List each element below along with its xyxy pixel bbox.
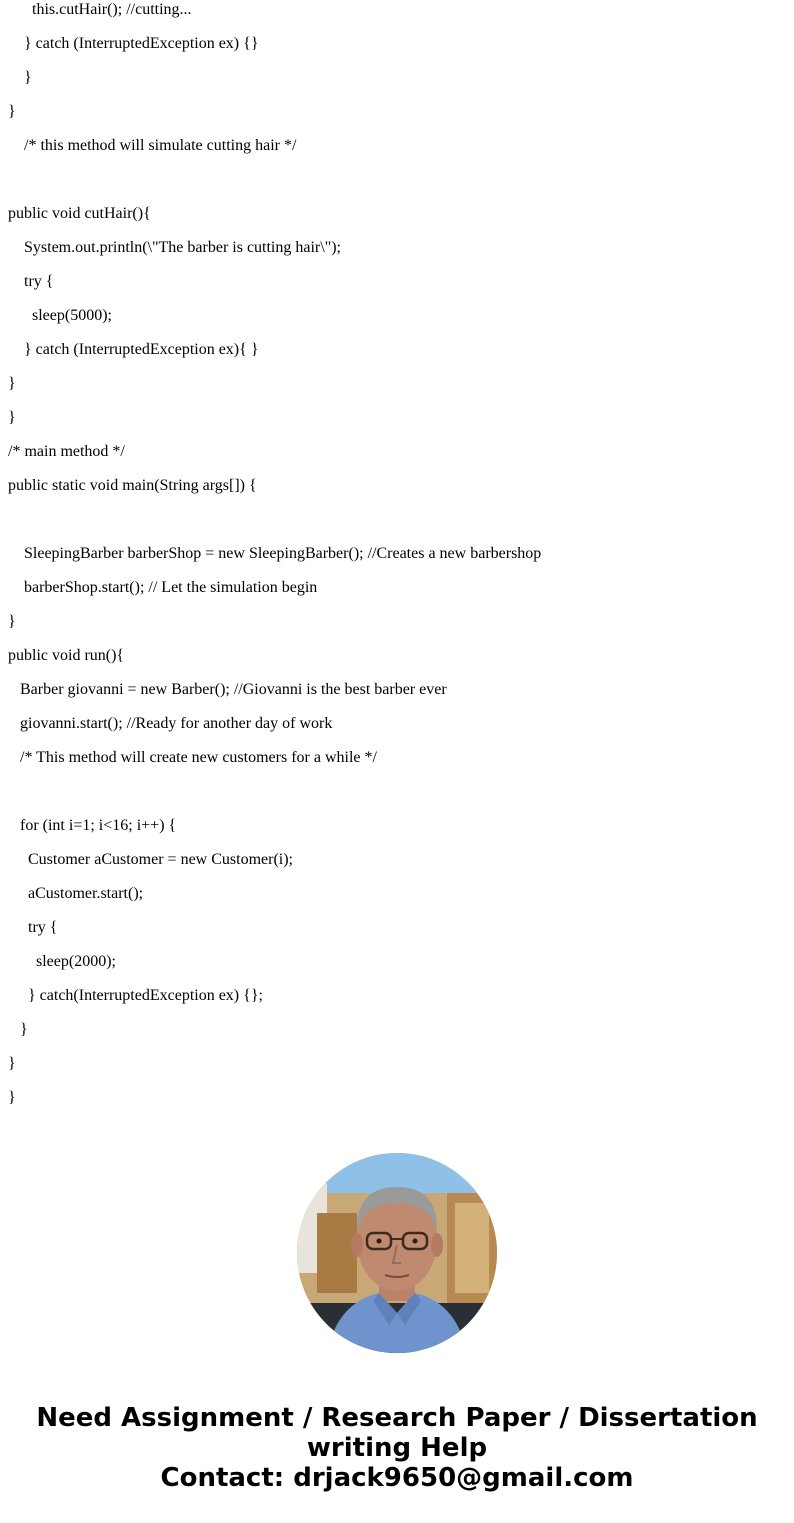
code-line: }: [8, 103, 16, 120]
code-line: public void run(){: [8, 647, 125, 664]
promo-line-2: writing Help: [306, 1433, 488, 1463]
code-line: /* main method */: [8, 443, 125, 460]
code-line: } catch (InterruptedException ex) {}: [8, 35, 259, 52]
code-line: Customer aCustomer = new Customer(i);: [8, 851, 293, 868]
code-line: }: [8, 613, 16, 630]
code-line: }: [8, 69, 32, 86]
promo-line-1: Need Assignment / Research Paper / Dissertation: [36, 1403, 758, 1433]
code-line: giovanni.start(); //Ready for another day of work: [8, 715, 333, 732]
code-line: /* this method will simulate cutting hair */: [8, 137, 297, 154]
code-line: /* This method will create new customers for a while */: [8, 749, 377, 766]
code-line: }: [8, 1021, 28, 1038]
code-line: try {: [8, 273, 54, 290]
code-line: }: [8, 1089, 16, 1106]
code-line: }: [8, 409, 16, 426]
code-line: Barber giovanni = new Barber(); //Giovanni is the best barber ever: [8, 681, 447, 698]
code-line: public static void main(String args[]) {: [8, 477, 257, 494]
promo-banner: [0, 1403, 794, 1493]
code-line: }: [8, 375, 16, 392]
code-line: SleepingBarber barberShop = new SleepingBarber(); //Creates a new barbershop: [8, 545, 542, 562]
code-line: barberShop.start(); // Let the simulation begin: [8, 579, 318, 596]
code-line: try {: [8, 919, 58, 936]
code-line: sleep(5000);: [8, 307, 112, 324]
person-photo-icon: [297, 1153, 497, 1353]
code-line: } catch (InterruptedException ex){ }: [8, 341, 259, 358]
code-line: } catch(InterruptedException ex) {};: [8, 987, 263, 1004]
code-line: public void cutHair(){: [8, 205, 151, 222]
code-line: [8, 503, 788, 537]
author-avatar: [297, 1153, 497, 1353]
code-line: [8, 775, 788, 809]
code-line: sleep(2000);: [8, 953, 116, 970]
code-line: this.cutHair(); //cutting...: [8, 1, 192, 18]
code-listing: [8, 0, 788, 1115]
code-line: System.out.println(\"The barber is cutting hair\");: [8, 239, 341, 256]
contact-email: Contact: drjack9650@gmail.com: [160, 1463, 634, 1493]
code-line: [8, 163, 788, 197]
code-line: }: [8, 1055, 16, 1072]
code-line: for (int i=1; i<16; i++) {: [8, 817, 177, 834]
code-line: aCustomer.start();: [8, 885, 144, 902]
